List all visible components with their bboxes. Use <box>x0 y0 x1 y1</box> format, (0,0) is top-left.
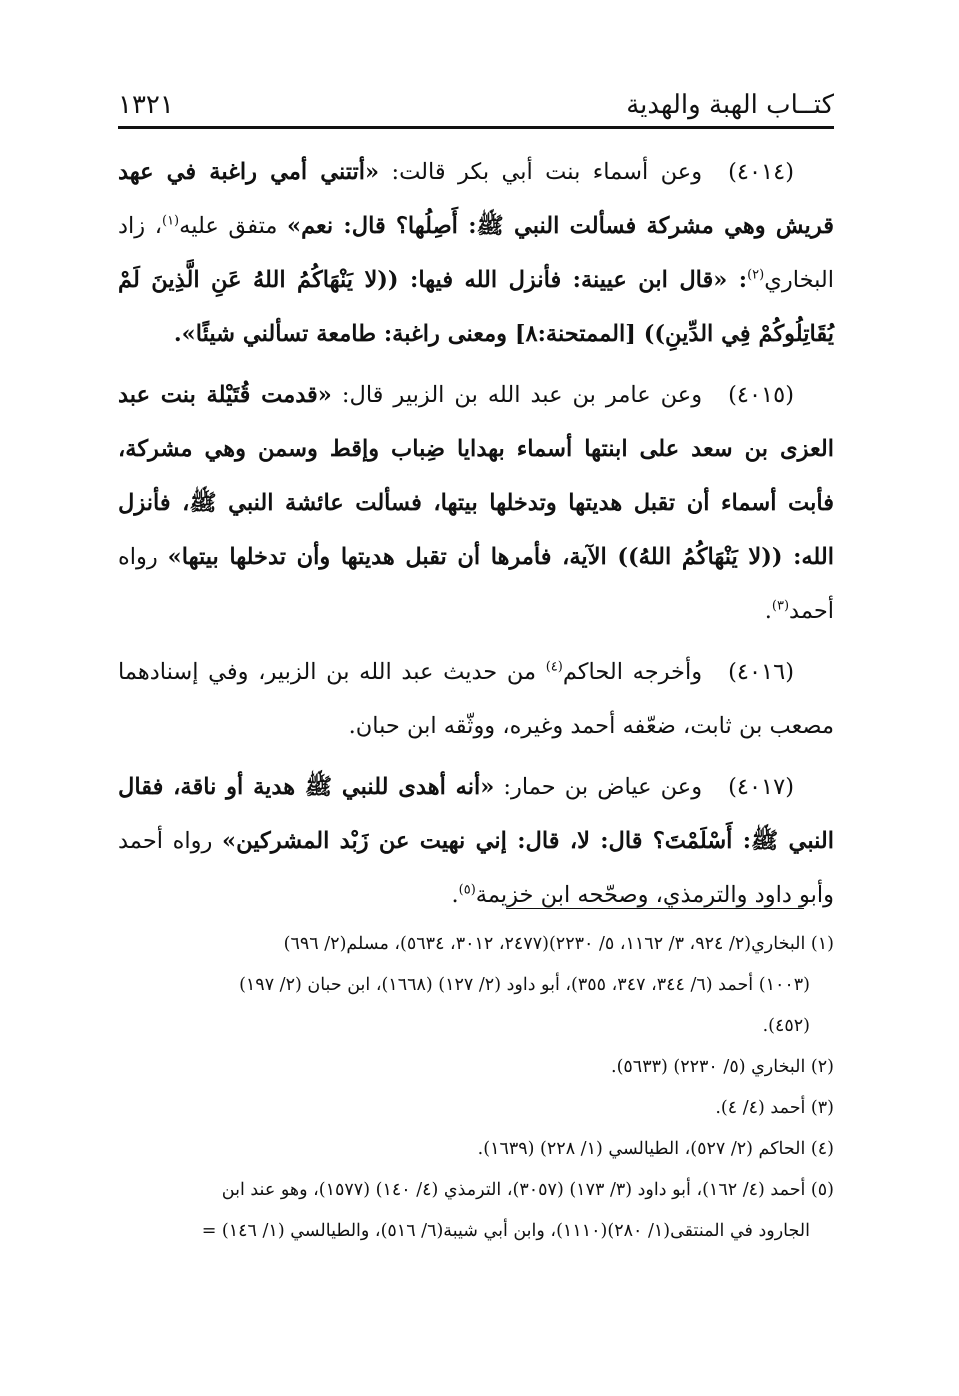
header-rule <box>118 126 834 129</box>
footnotes <box>112 924 834 1252</box>
footnote-separator <box>506 908 804 909</box>
footnote-ref[interactable]: (٣) <box>771 598 790 614</box>
hadith-source: رواه أحمد وأبو داود والترمذي، وصحّحه ابن خزيمة <box>118 828 834 908</box>
hadith-number: (٤٠١٧) <box>728 774 794 800</box>
footnote-ref[interactable]: (٤) <box>545 659 563 675</box>
hadith-intro: وعن عياض بن حمار: <box>494 774 703 800</box>
footnote-ref[interactable]: (٢) <box>747 267 765 283</box>
hadith-text: . <box>451 882 459 908</box>
footnote-line: (٣) أحمد (٤/ ٤). <box>715 1098 834 1118</box>
hadith-paragraph <box>118 760 834 922</box>
hadith-quote: «قدمت قُتَيْلة بنت عبد العزى بن سعد على ابنتها أسماء بهدايا ضِباب وإقط وسمن وهي مشركة، فأبت أسماء أن تقبل هديتها وتدخلها بيتها، فسألت عائشة النبي ﷺ، فأنزل الله: ((لا يَنْهَاكُمُ اللهُ)) الآية، فأمرها أن تقبل هديتها وأن تدخلها بيتها» <box>118 382 834 570</box>
hadith-number: (٤٠١٦) <box>728 659 794 685</box>
chapter-title: كتــاب الهبة والهدية <box>626 90 834 120</box>
footnote-line: (١) البخاري(٢/ ٩٢٤، ٣/ ١١٦٢، ٥/ ٢٢٣٠)(٢٤٧٧، ٣٠١٢، ٥٦٣٤)، مسلم(٢/ ٦٩٦) <box>283 934 834 954</box>
hadith-intro: وعن أسماء بنت أبي بكر قالت: <box>379 159 703 185</box>
footnote-line: الجارود في المنتقى(١/ ٢٨٠)(١١١٠)، وابن أبي شيبة(٦/ ٥١٦)، والطيالسي (١/ ١٤٦) = <box>201 1221 810 1241</box>
hadith-paragraph <box>118 645 834 753</box>
hadith-addition: : «قال ابن عيينة: فأنزل الله فيها: ((لا يَنْهَاكُمُ اللهُ عَنِ الَّذِينَ لَمْ يُقَاتِلُوكُمْ فِي الدِّينِ)) [الممتحنة:٨] ومعنى راغبة: طامعة تسألني شيئًا». <box>118 267 834 347</box>
hadith-intro: وأخرجه الحاكم <box>562 659 703 685</box>
hadith-text: . <box>764 598 772 624</box>
hadith-intro: وعن عامر بن عبد الله بن الزبير قال: <box>331 382 703 408</box>
hadith-number: (٤٠١٥) <box>728 382 794 408</box>
footnote-line: (٤) الحاكم (٢/ ٥٢٧)، الطيالسي (١/ ٢٢٨) (١٦٣٩). <box>477 1139 834 1159</box>
footnote-line: (١٠٠٣) أحمد (٦/ ٣٤٤، ٣٤٧، ٣٥٥)، أبو داود (٢/ ١٢٧) (١٦٦٨)، ابن حبان (٢/ ١٩٧) <box>239 975 810 995</box>
footnote-ref[interactable]: (٥) <box>458 882 476 898</box>
footnote-line: (٥) أحمد (٤/ ١٦٢)، أبو داود (٣/ ١٧٣) (٣٠٥٧)، الترمذي (٤/ ١٤٠) (١٥٧٧)، وهو عند ابن <box>221 1180 834 1200</box>
footnote-line: (٢) البخاري (٥/ ٢٢٣٠) (٥٦٣٣). <box>611 1057 834 1077</box>
hadith-paragraph <box>118 145 834 361</box>
hadith-source: متفق عليه <box>179 213 288 239</box>
hadith-quote: «أتتني أمي راغبة في عهد قريش وهي مشركة فسألت النبي ﷺ: أَصِلُها؟ قال: نعم» <box>118 159 834 239</box>
running-header <box>118 86 834 130</box>
hadith-number: (٤٠١٤) <box>728 159 794 185</box>
page-number: ١٣٢١ <box>118 90 174 120</box>
hadith-quote: «أنه أهدى للنبي ﷺ هدية أو ناقة، فقال النبي ﷺ: أَسْلَمْتَ؟ قال: لا، قال: إني نهيت عن زَبْد المشركين» <box>118 774 834 854</box>
footnote-line: (٤٥٢). <box>762 1016 810 1036</box>
main-text <box>118 145 834 929</box>
hadith-paragraph <box>118 368 834 638</box>
hadith-text: من حديث عبد الله بن الزبير، وفي إسنادهما مصعب بن ثابت، ضعّفه أحمد وغيره، ووثّقه ابن حبان. <box>118 659 834 739</box>
hadith-text: ، زاد البخاري <box>118 213 834 293</box>
hadith-source: رواه أحمد <box>118 544 834 624</box>
footnote-ref[interactable]: (١) <box>161 213 180 229</box>
